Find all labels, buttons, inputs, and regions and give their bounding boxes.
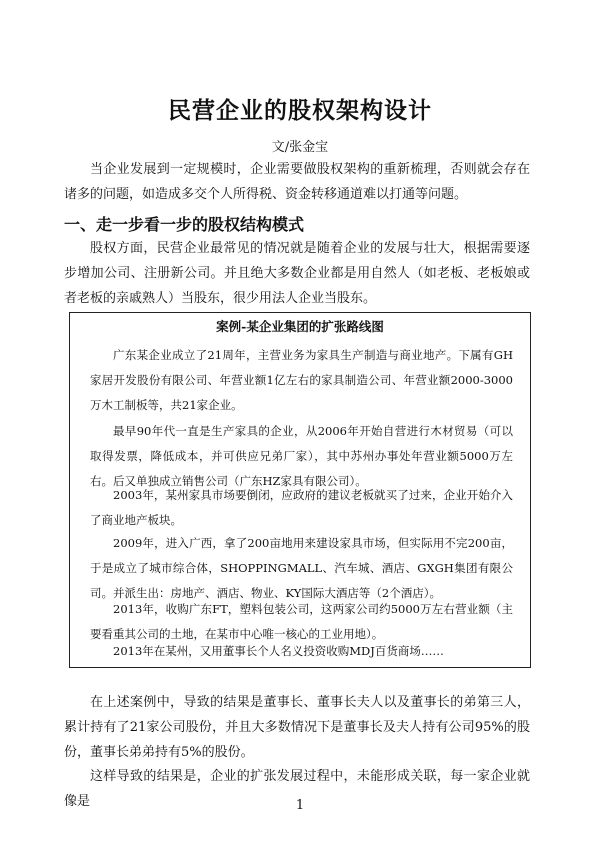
case-study-box <box>69 312 531 668</box>
case-paragraph: 2009年，进入广西，拿了200亩地用来建设家具市场，但实际用不完200亩，于是成立了城市综合体，SHOPPINGMALL、汽车城、酒店、GXGH集团有限公司。并派生出：房地产、酒店、物业、KY国际大酒店等（2个酒店）。 <box>90 536 513 600</box>
analysis-paragraph-continued: 这样导致的结果是，企业的扩张发展过程中，未能形成关联，每一家企业就像是 <box>64 769 530 809</box>
section-heading: 一、走一步看一步的股权结构模式 <box>64 215 305 234</box>
case-paragraph: 2013年在某州，又用董事长个人名义投资收购MDJ百货商场…… <box>113 644 444 658</box>
author-line: 文/张金宝 <box>271 140 329 155</box>
case-paragraph: 广东某企业成立了21周年，主营业务为家具生产制造与商业地产。下属有GH家居开发股份有限公司、年营业额1亿左右的家具制造公司、年营业额2000-3000万木工制板等，共21家企业。 <box>90 348 513 412</box>
intro-paragraph: 当企业发展到一定规模时，企业需要做股权架构的重新梳理，否则就会存在诸多的问题，如造成多交个人所得税、资金转移通道难以打通等问题。 <box>64 162 530 202</box>
case-paragraph: 2003年，某州家具市场要倒闭，应政府的建议老板就买了过来，企业开始介入了商业地产板块。 <box>90 488 513 527</box>
case-paragraph: 2013年，收购广东FT，塑料包装公司，这两家公司约5000万左右营业额（主要看重其公司的土地，在某市中心唯一核心的工业用地）。 <box>90 602 513 641</box>
document-title: 民营企业的股权架构设计 <box>168 98 432 124</box>
analysis-paragraph: 在上述案例中，导致的结果是董事长、董事长夫人以及董事长的弟第三人，累计持有了21家公司股份，并且大多数情况下是董事长及夫人持有公司95%的股份，董事长弟弟持有5%的股份。 <box>64 695 530 760</box>
case-study-title: 案例-某企业集团的扩张路线图 <box>216 319 384 334</box>
section-paragraph: 股权方面，民营企业最常见的情况就是随着企业的发展与壮大，根据需要逐步增加公司、注册新公司。并且绝大多数企业都是用自然人（如老板、老板娘或者老板的亲戚熟人）当股东，很少用法人企业当股东。 <box>64 241 530 306</box>
case-paragraph: 最早90年代一直是生产家具的企业，从2006年开始自营进行木材贸易（可以取得发票，降低成本，并可供应兄弟厂家），其中苏州办事处年营业额5000万左右。后又单独成立销售公司（广东HZ家具有限公司）。 <box>90 424 513 488</box>
page-number: 1 <box>295 798 305 813</box>
